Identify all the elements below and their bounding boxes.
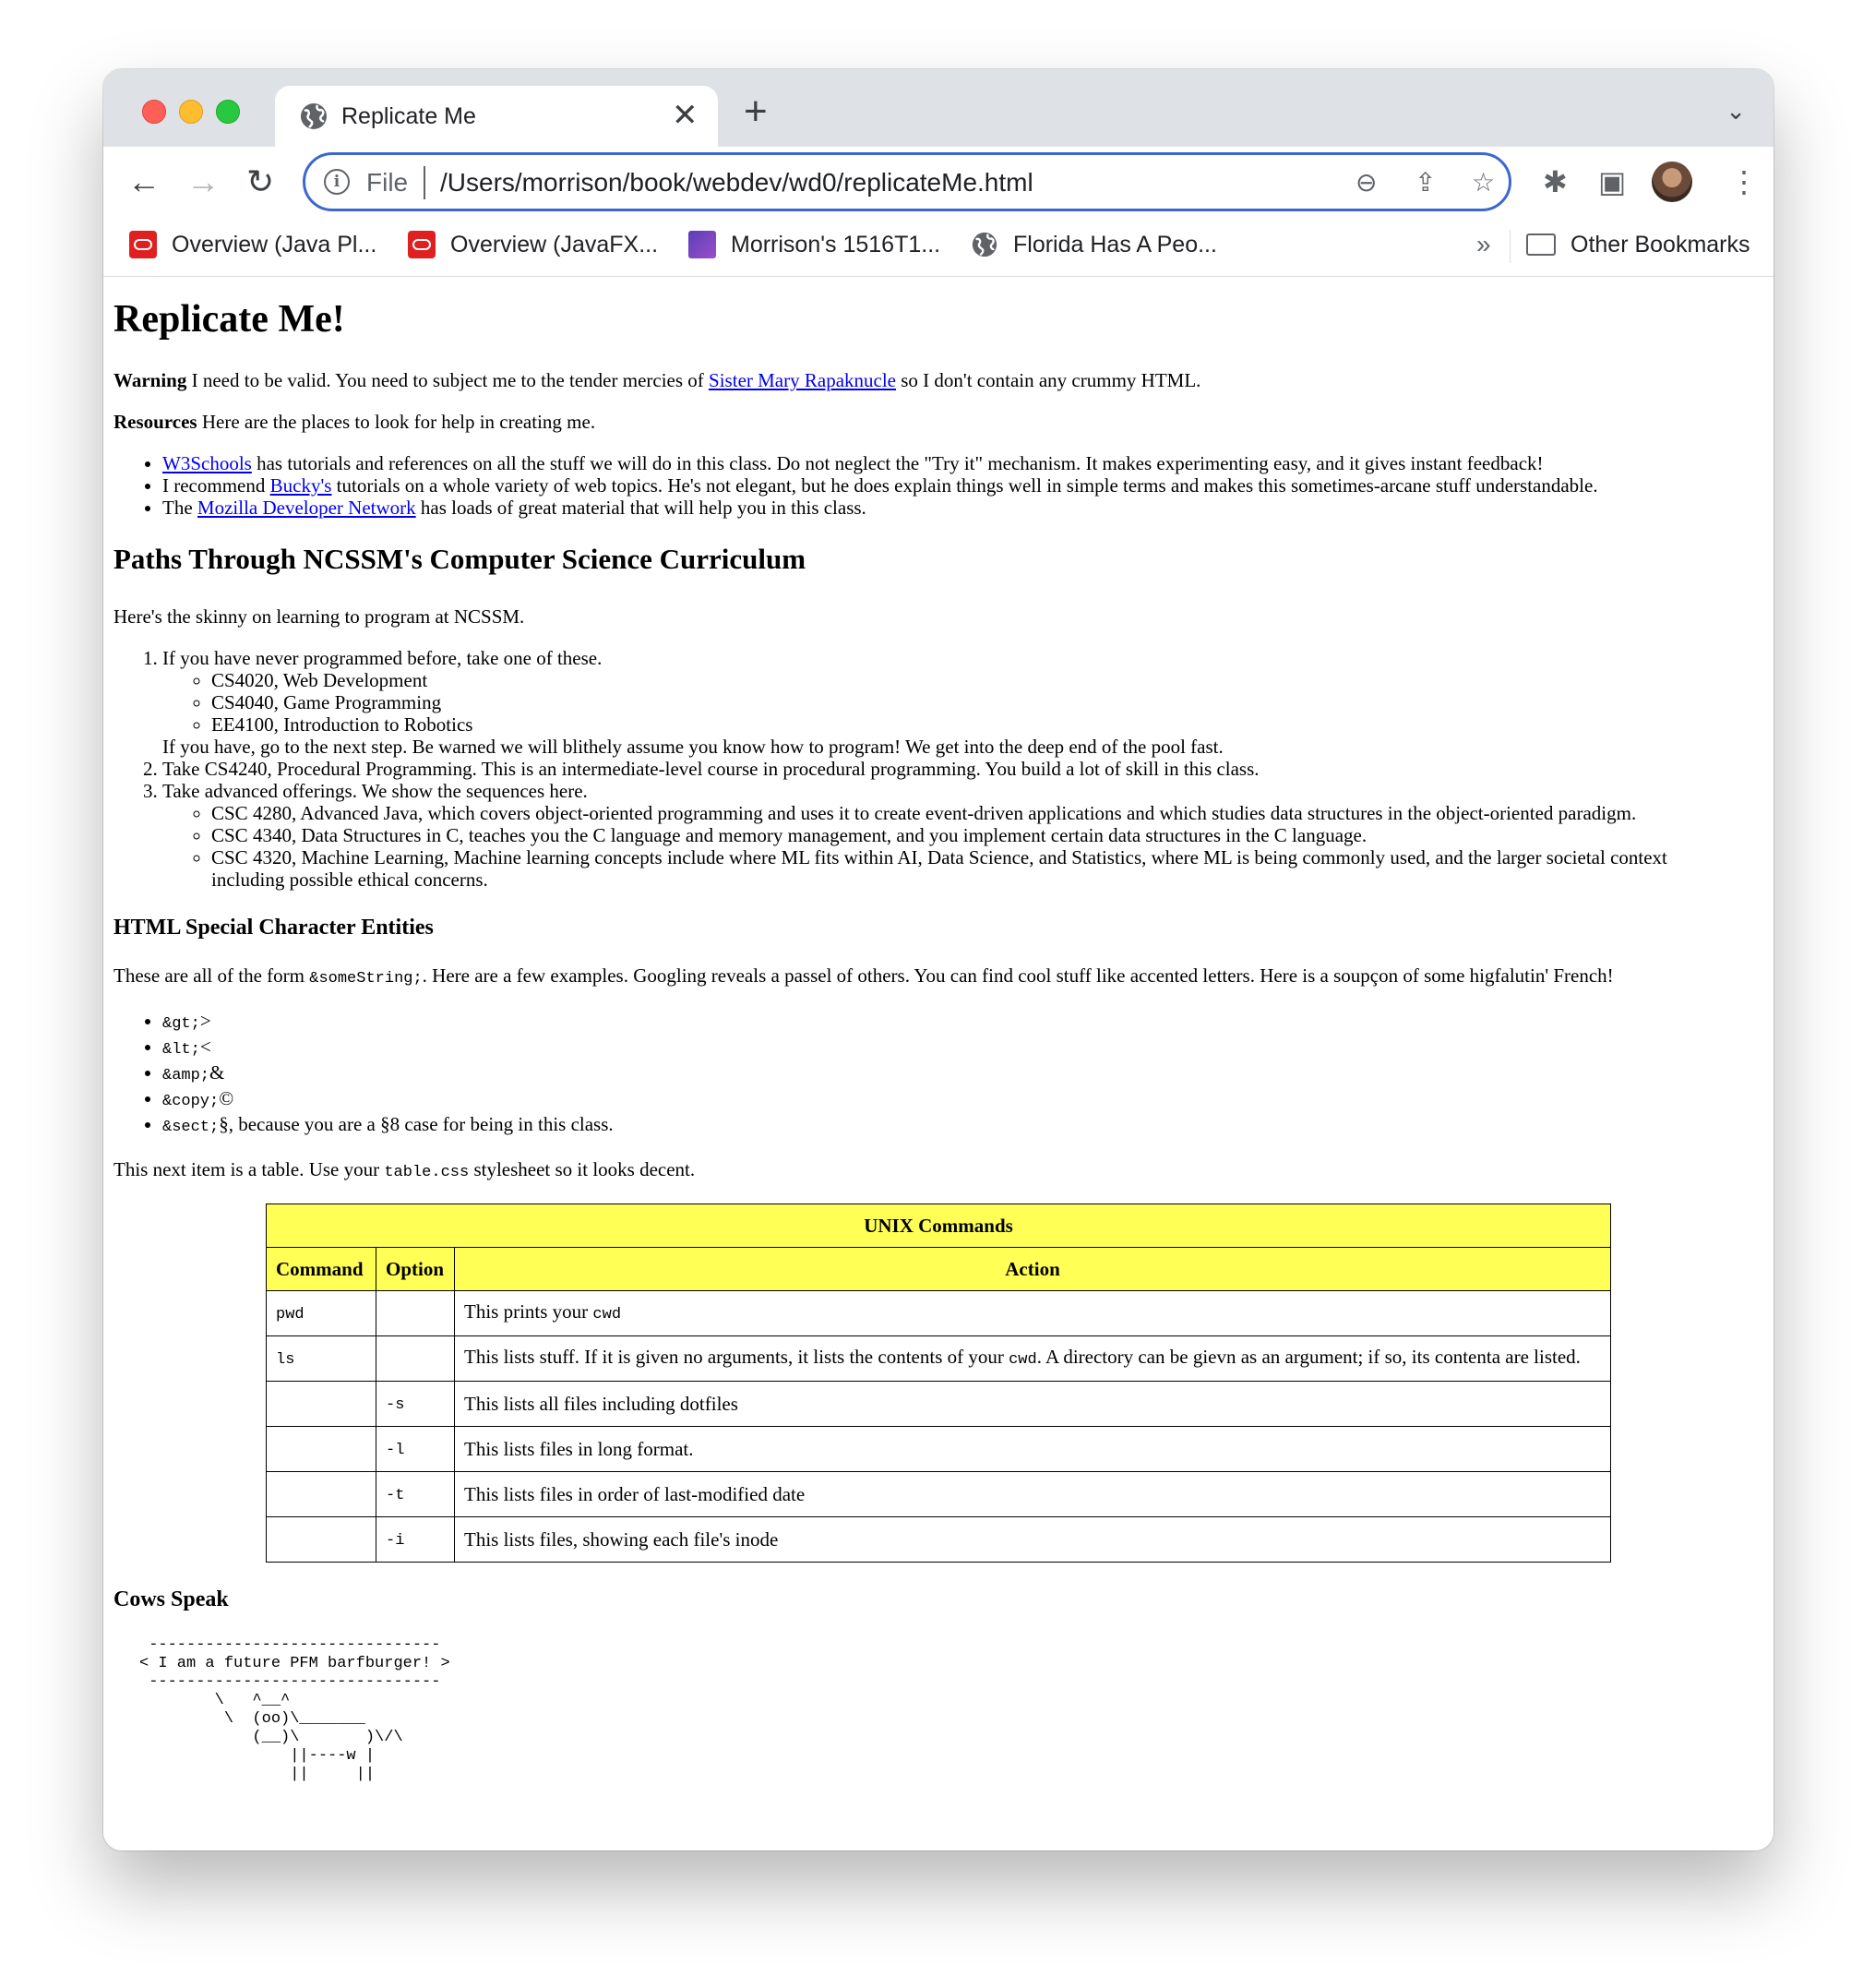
item-text: has loads of great material that will help you in this class. (415, 497, 866, 519)
app-icon (688, 231, 716, 258)
bookmark-star-icon[interactable]: ☆ (1472, 168, 1496, 197)
option-code: -t (386, 1487, 405, 1504)
paths-intro: Here's the skinny on learning to program at NCSSM. (113, 605, 525, 628)
action-text: This lists stuff. If it is given no arguments, it lists the contents of your (464, 1346, 1009, 1368)
bookmark-item[interactable] (688, 228, 940, 261)
info-icon[interactable]: i (324, 169, 350, 195)
resources-text: Here are the places to look for help in creating me. (197, 411, 596, 433)
intro-code: &someString; (309, 970, 423, 988)
globe-icon (299, 102, 328, 131)
list-item (162, 452, 1763, 474)
list-item: ◦ CSC 4320, Machine Learning, Machine learning concepts include where ML fits within AI, Data Science, and Statistics, where ML is being commonly used, and the larger societal context including possible ethical concerns. (211, 846, 1699, 891)
option-code: -i (386, 1532, 405, 1550)
intro-text: This next item is a table. Use your (113, 1158, 385, 1180)
close-tab-icon[interactable]: ✕ (672, 98, 699, 133)
new-tab-button[interactable]: + (744, 89, 768, 134)
w3schools-link[interactable]: W3Schools (162, 452, 252, 474)
step-text: If you have, go to the next step. Be warned we will blithely assume you know how to program! We get into the deep end of the pool fast. (162, 736, 1224, 758)
warning-text: I need to be valid. You need to subject me to the tender mercies of (186, 369, 710, 391)
table-cell (455, 1517, 1611, 1563)
list-item (162, 1087, 1763, 1113)
list-item (162, 474, 1763, 497)
warning-text-end: so I don't contain any crummy HTML. (896, 369, 1201, 391)
resources-list (113, 452, 1763, 519)
globe-icon (971, 231, 998, 258)
command-code: ls (276, 1351, 295, 1369)
more-bookmarks-button[interactable]: » (1476, 230, 1491, 258)
profile-avatar[interactable] (1652, 162, 1692, 202)
entity-note: , because you are a §8 case for being in this class. (228, 1113, 614, 1135)
table-cell (455, 1382, 1611, 1427)
list-item: 2. Take CS4240, Procedural Programming. This is an intermediate-level course in procedural programming. You build a lot of skill in this class. (162, 758, 1763, 780)
item-text: has tutorials and references on all the stuff we will do in this class. Do not neglect the "Try it" mechanism. It makes experimenting easy, and it gives instant feedback! (251, 452, 1544, 474)
entity-glyph: < (199, 1036, 211, 1058)
option-code: -s (386, 1396, 405, 1414)
entity-code: &copy; (162, 1093, 220, 1110)
list-item (162, 647, 1763, 758)
mdn-link[interactable]: Mozilla Developer Network (197, 497, 416, 519)
list-item: ◦ CSC 4280, Advanced Java, which covers object-oriented programming and uses it to create event-driven applications and which studies data structures in the object-oriented paradigm. (211, 802, 1699, 824)
bookmark-item[interactable] (408, 228, 658, 261)
list-item (162, 1010, 1763, 1036)
action-text: This lists files, showing each file's inode (464, 1528, 779, 1551)
bookmark-label: Overview (JavaFX... (450, 231, 659, 257)
table-intro (113, 1158, 1763, 1184)
page-content (103, 277, 1773, 1850)
bookmark-label: Florida Has A Peo... (1013, 231, 1217, 257)
resources-paragraph (113, 411, 1763, 433)
bookmarks-bar (103, 217, 1773, 277)
tab-title: Replicate Me (341, 103, 476, 129)
action-text: . A directory can be gievn as an argument; if so, its contenta are listed. (1036, 1346, 1581, 1368)
table-cell (267, 1291, 376, 1336)
other-bookmarks-label: Other Bookmarks (1570, 231, 1750, 257)
cowsay-ascii-art: ------------------------------- < I am a future PFM barfburger! > ------------------------------- \ ^__^ \ (oo)\_______ (__)\ )\/\ ||----w | || || (139, 1636, 450, 1783)
entities-intro (113, 964, 1763, 990)
zoom-out-icon[interactable]: ⊖ (1355, 168, 1378, 197)
side-panel-icon[interactable]: ▣ (1598, 165, 1627, 198)
intro-text: . Here are a few examples. Googling reveals a passel of others. You can find cool stuff like accented letters. Here is a soupçon of some higfalutin' French! (422, 964, 1614, 987)
action-code: cwd (1009, 1351, 1037, 1369)
entity-code: &sect; (162, 1119, 220, 1136)
table-cell (267, 1336, 376, 1382)
bookmark-item[interactable] (971, 228, 1217, 261)
table-row (267, 1382, 1611, 1427)
table-cell (376, 1517, 455, 1563)
tab-replicate-me[interactable] (275, 86, 718, 147)
paths-list (113, 647, 1763, 891)
bookmark-item[interactable] (129, 228, 376, 261)
step-text: Take advanced offerings. We show the sequences here. (162, 780, 588, 802)
entity-glyph: © (219, 1087, 234, 1109)
list-item: ◦ EE4100, Introduction to Robotics (211, 713, 1763, 736)
oracle-icon (129, 231, 157, 258)
address-divider (424, 166, 425, 199)
list-item: ◦ CS4020, Web Development (211, 669, 1763, 691)
table-cell (376, 1336, 455, 1382)
zoom-window-button[interactable] (216, 100, 240, 124)
table-row (267, 1427, 1611, 1472)
oracle-icon (408, 231, 436, 258)
table-cell (455, 1291, 1611, 1336)
minimize-window-button[interactable] (179, 100, 203, 124)
entity-glyph: & (209, 1061, 225, 1084)
table-cell (455, 1427, 1611, 1472)
list-item (162, 1036, 1763, 1061)
entity-code: &amp; (162, 1067, 210, 1084)
forward-button[interactable]: → (186, 162, 220, 200)
folder-icon (1526, 234, 1556, 256)
table-row (267, 1472, 1611, 1517)
other-bookmarks-button[interactable] (1526, 228, 1750, 261)
command-code: pwd (276, 1306, 305, 1323)
list-item (162, 780, 1763, 891)
resources-label: Resources (113, 411, 197, 433)
page-title: Replicate Me! (113, 298, 345, 341)
list-item (162, 1061, 1763, 1087)
entities-list (113, 1010, 1763, 1139)
entity-code: &lt; (162, 1041, 200, 1059)
extensions-icon[interactable]: ✱ (1543, 165, 1568, 198)
list-item (162, 497, 1763, 519)
table-cell (376, 1472, 455, 1517)
course-list (162, 669, 1763, 736)
share-icon[interactable]: ⇪ (1415, 168, 1437, 197)
action-text: This prints your (464, 1300, 593, 1323)
list-item: ◦ CSC 4340, Data Structures in C, teaches you the C language and memory management, and you implement certain data structures in the C language. (211, 824, 1699, 846)
table-cell (267, 1427, 376, 1472)
table-row (267, 1336, 1611, 1382)
table-cell (455, 1472, 1611, 1517)
address-bar[interactable] (303, 152, 1511, 211)
intro-code: table.css (384, 1164, 470, 1181)
action-text: This lists all files including dotfiles (464, 1393, 738, 1415)
scheme-label: File (366, 168, 409, 197)
menu-icon[interactable]: ⋮ (1729, 165, 1759, 198)
tab-search-chevron-icon[interactable]: ⌄ (1726, 97, 1746, 125)
url-text[interactable]: /Users/morrison/book/webdev/wd0/replicateMe.html (440, 168, 1033, 197)
table-cell (376, 1427, 455, 1472)
table-cell (267, 1382, 376, 1427)
entities-heading: HTML Special Character Entities (113, 916, 434, 940)
column-header: Command (267, 1248, 376, 1291)
option-code: -l (386, 1442, 405, 1459)
bookmarks-divider (1510, 230, 1511, 263)
browser-window (103, 69, 1773, 1850)
course-list (162, 802, 1699, 891)
entity-code: &gt; (162, 1015, 200, 1033)
intro-text: These are all of the form (113, 964, 310, 987)
sister-mary-link[interactable]: Sister Mary Rapaknucle (709, 369, 896, 391)
action-code: cwd (592, 1306, 622, 1323)
bookmark-label: Morrison's 1516T1... (731, 231, 941, 257)
action-text: This lists files in long format. (464, 1438, 694, 1460)
reload-button[interactable]: ↻ (246, 162, 275, 200)
buckys-link[interactable]: Bucky's (269, 474, 332, 497)
close-window-button[interactable] (142, 100, 166, 124)
tab-strip (103, 69, 1773, 147)
unix-commands-table (266, 1204, 1611, 1563)
entity-glyph: § (219, 1113, 229, 1135)
table-cell (376, 1382, 455, 1427)
toolbar (103, 147, 1773, 217)
item-text: tutorials on a whole variety of web topics. He's not elegant, but he does explain things well in simple terms and makes this sometimes-arcane stuff understandable. (331, 474, 1598, 497)
item-text: The (162, 497, 197, 519)
item-text: I recommend (162, 474, 270, 497)
table-row (267, 1291, 1611, 1336)
warning-label: Warning (113, 369, 187, 391)
step-text: If you have never programmed before, take one of these. (162, 647, 603, 669)
intro-text: stylesheet so it looks decent. (469, 1158, 696, 1180)
column-header: Option (376, 1248, 455, 1291)
warning-paragraph (113, 369, 1763, 391)
table-cell (376, 1291, 455, 1336)
action-text: This lists files in order of last-modified date (464, 1483, 806, 1505)
cows-heading: Cows Speak (113, 1587, 229, 1611)
column-header: Action (455, 1248, 1611, 1291)
bookmark-label: Overview (Java Pl... (172, 231, 377, 257)
paths-heading: Paths Through NCSSM's Computer Science Curriculum (113, 543, 806, 575)
back-button[interactable]: ← (127, 162, 161, 200)
list-item (162, 1113, 1763, 1139)
table-row (267, 1517, 1611, 1563)
list-item: ◦ CS4040, Game Programming (211, 691, 1763, 713)
table-cell (455, 1336, 1611, 1382)
table-cell (267, 1517, 376, 1563)
table-cell (267, 1472, 376, 1517)
entity-glyph: > (199, 1010, 211, 1032)
table-caption: UNIX Commands (267, 1204, 1611, 1248)
